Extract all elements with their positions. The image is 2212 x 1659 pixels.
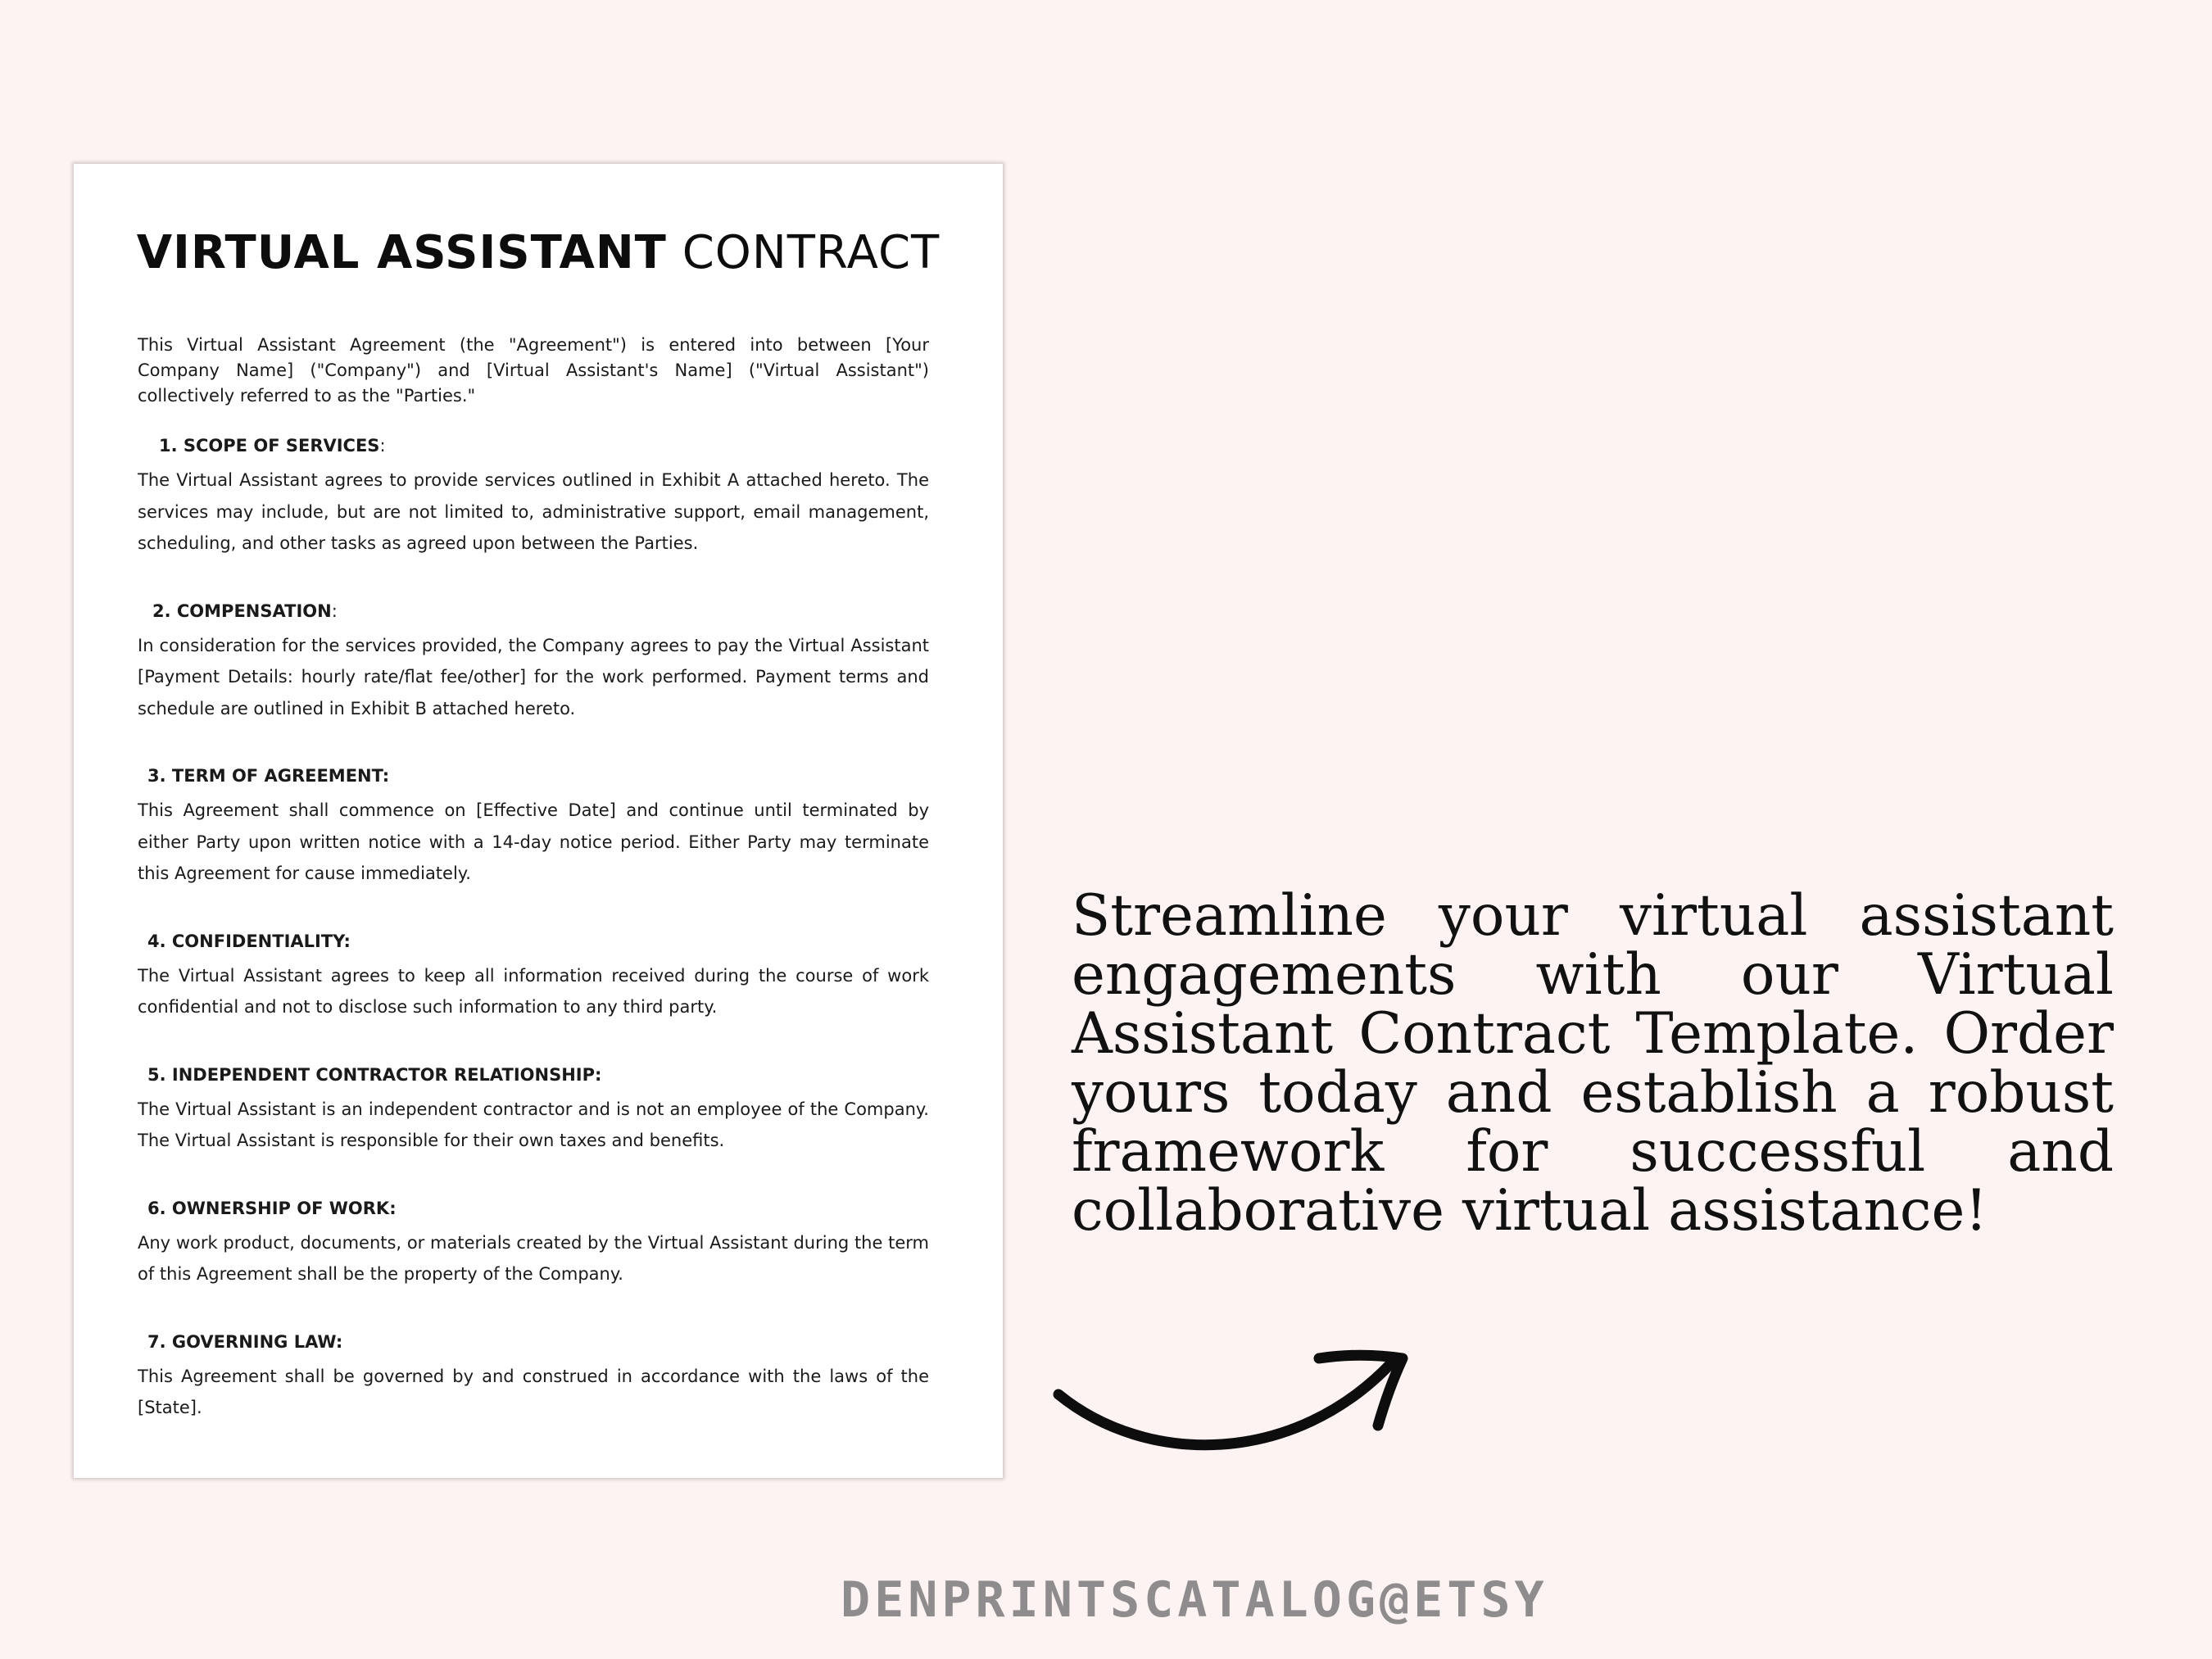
section-compensation <box>138 599 929 725</box>
section-text: The Virtual Assistant is an independent contractor and is not an employee of the Company. The Virtual Assistant is responsible for their own taxes and benefits. <box>138 1099 929 1150</box>
section-heading-colon: : <box>331 601 338 621</box>
section-heading-text: 5. INDEPENDENT CONTRACTOR RELATIONSHIP: <box>147 1064 602 1085</box>
section-confidentiality <box>138 929 929 1023</box>
section-text: Any work product, documents, or materials created by the Virtual Assistant during the term of this Agreement shall be the property of the Company. <box>138 1232 929 1284</box>
section-independent-contractor <box>138 1063 929 1157</box>
section-text: The Virtual Assistant agrees to keep all information received during the course of work confidential and not to disclose such information to any third party. <box>138 965 929 1017</box>
section-heading <box>138 433 929 458</box>
section-heading-text: 7. GOVERNING LAW: <box>147 1331 343 1352</box>
section-heading-colon: : <box>379 436 386 456</box>
section-heading-text: 1. SCOPE OF SERVICES <box>159 436 380 456</box>
section-text: This Agreement shall commence on [Effective Date] and continue until terminated by either Party upon written notice with a 14-day notice period. Either Party may terminate this Agreement for cause immediately. <box>138 800 929 883</box>
section-heading <box>138 929 929 954</box>
section-heading <box>138 599 929 623</box>
section-heading <box>138 1330 929 1354</box>
curved-arrow-icon <box>1049 1344 1417 1475</box>
shop-watermark: DENPRINTSCATALOG@ETSY <box>841 1571 1548 1629</box>
contract-title-light: CONTRACT <box>682 226 941 279</box>
section-heading-text: 2. COMPENSATION <box>152 601 332 621</box>
promo-text: Streamline your virtual assistant engagements with our Virtual Assistant Contract Template. Order yours today and establish a robust framework for successful and collaborative virtual assistance! <box>1072 883 2114 1244</box>
section-heading-text: 6. OWNERSHIP OF WORK: <box>147 1198 397 1218</box>
section-term-of-agreement <box>138 764 929 890</box>
section-governing-law <box>138 1330 929 1424</box>
section-heading <box>138 1063 929 1087</box>
section-scope-of-services <box>138 433 929 560</box>
section-heading <box>138 1196 929 1221</box>
contract-page <box>74 164 1003 1478</box>
section-text: This Agreement shall be governed by and construed in accordance with the laws of the [State]. <box>138 1366 929 1417</box>
section-heading <box>138 764 929 788</box>
section-heading-text: 4. CONFIDENTIALITY: <box>147 931 351 951</box>
contract-body <box>138 333 929 1463</box>
section-heading-text: 3. TERM OF AGREEMENT: <box>147 766 390 786</box>
contract-intro: This Virtual Assistant Agreement (the "Agreement") is entered into between [Your Company Name] ("Company") and [Virtual Assistant's Name] ("Virtual Assistant") collectively referred to as the "Parties." <box>138 335 929 406</box>
contract-title-bold: VIRTUAL ASSISTANT <box>136 226 667 279</box>
contract-title <box>74 226 1003 279</box>
section-ownership-of-work <box>138 1196 929 1290</box>
section-text: In consideration for the services provided, the Company agrees to pay the Virtual Assistant [Payment Details: hourly rate/flat fee/other] for the work performed. Payment terms and schedule are outlined in Exhibit B attached hereto. <box>138 635 929 718</box>
section-text: The Virtual Assistant agrees to provide services outlined in Exhibit A attached hereto. The services may include, but are not limited to, administrative support, email management, scheduling, and other tasks as agreed upon between the Parties. <box>138 470 929 553</box>
